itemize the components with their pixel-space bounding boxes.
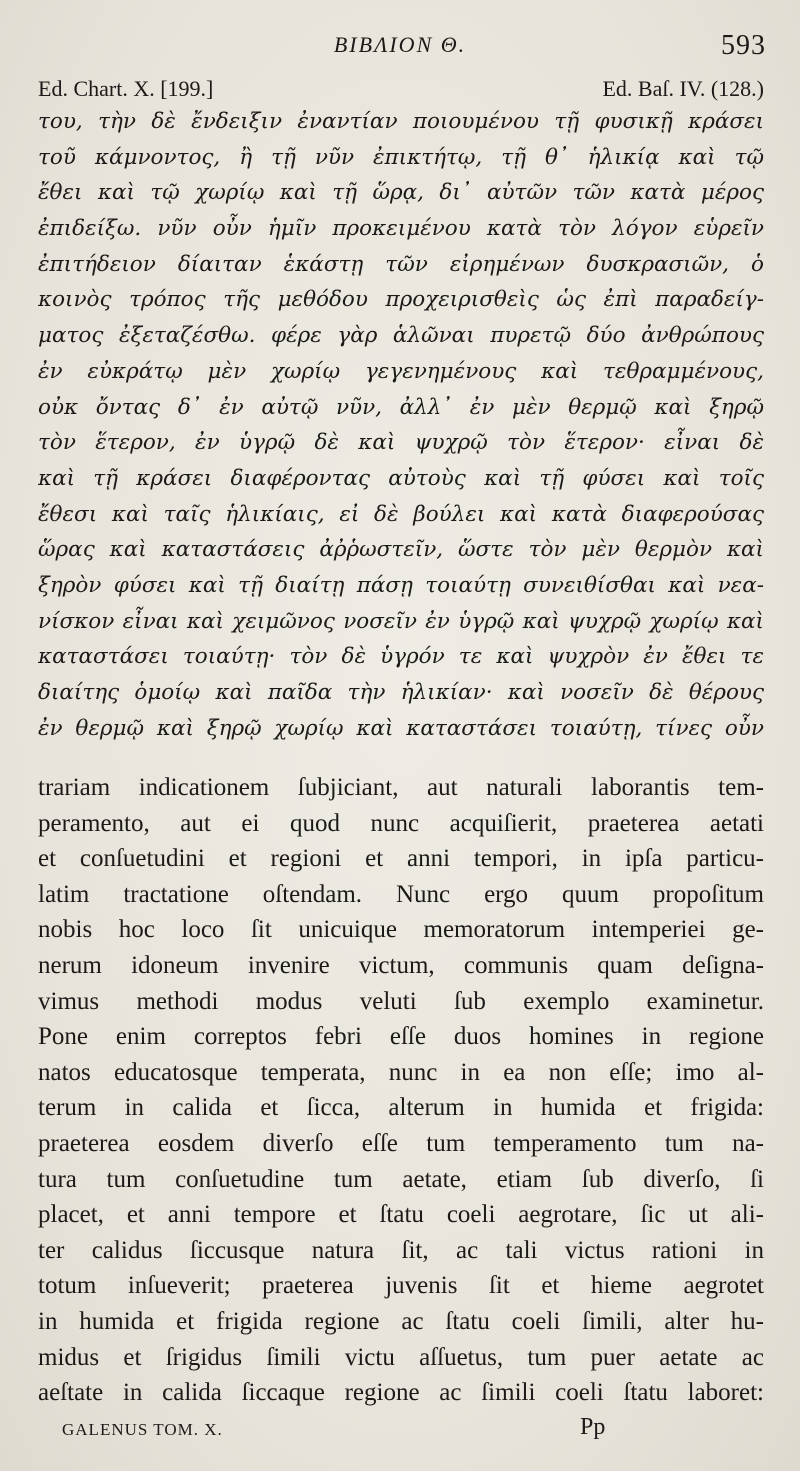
greek-line: ματος ἐξεταζέσθω. φέρε γὰρ ἁλῶναι πυρετῷ δύο ἀνθρώπους [38,323,764,349]
greek-line: του, τὴν δὲ ἔνδειξιν ἐναντίαν ποιουμένου τῇ φυσικῇ κράσει [38,109,764,134]
greek-line: καταστάσει τοιαύτῃ· τὸν δὲ ὑγρόν τε καὶ ψυχρὸν ἐν ἔθει τε [38,644,764,670]
latin-line: ter calidus ſiccusque natura ſit, ac tali victus rationi in [38,1236,764,1264]
greek-line: ἐπιτήδειον δίαιταν ἑκάστῃ τῶν εἰρημένων δυσκρασιῶν, ὁ [38,251,764,277]
latin-text-block [38,770,764,1411]
greek-line: διαίτης ὁμοίῳ καὶ παῖδα τὴν ἡλικίαν· καὶ νοσεῖν δὲ θέρους [38,680,764,705]
greek-line: ἔθει καὶ τῷ χωρίῳ καὶ τῇ ὥρᾳ, δι᾽ αὐτῶν τῶν κατὰ μέρος [38,180,764,206]
latin-line: tura tum conſuetudine tum aetate, etiam ſub diverſo, ſi [38,1165,764,1193]
latin-line: nobis hoc loco ſit unicuique memoratorum intemperiei ge- [38,916,764,944]
greek-line: τοῦ κάμνοντος, ἢ τῇ νῦν ἐπικτήτῳ, τῇ θ᾽ ἡλικίᾳ καὶ τῷ [38,144,764,170]
greek-line: ἐπιδείξω. νῦν οὖν ἡμῖν προκειμένου κατὰ τὸν λόγον εὑρεῖν [38,216,764,242]
greek-line: ὥρας καὶ καταστάσεις ἀῤῥωστεῖν, ὥστε τὸν μὲν θερμὸν καὶ [38,537,764,563]
greek-line: καὶ τῇ κράσει διαφέροντας αὐτοὺς καὶ τῇ φύσει καὶ τοῖς [38,465,764,491]
latin-line: latim tractatione oſtendam. Nunc ergo quum propoſitum [38,880,764,908]
latin-line: totum inſueverit; praeterea juvenis ſit et hieme aegrotet [38,1272,764,1300]
latin-line: vimus methodi modus veluti ſub exemplo examinetur. [38,987,764,1015]
latin-line: terum in calida et ſicca, alterum in humida et frigida: [38,1094,764,1122]
latin-line: midus et ſrigidus ſimili victu aſſuetus, tum puer aetate ac [38,1343,764,1371]
latin-line: natos educatosque temperata, nunc in ea non eſſe; imo al- [38,1058,764,1086]
greek-line: ξηρὸν φύσει καὶ τῇ διαίτῃ πάσῃ τοιαύτῃ συνειθίσθαι καὶ νεα- [38,572,764,598]
greek-line: οὐκ ὄντας δ᾽ ἐν αὐτῷ νῦν, ἀλλ᾽ ἐν μὲν θερμῷ καὶ ξηρῷ [38,394,764,420]
greek-text-block [38,104,764,746]
latin-line: nerum idoneum invenire victum, communis quam deſigna- [38,951,764,979]
volume-footer: GALENUS TOM. X. [62,1420,223,1439]
latin-line: trariam indicationem ſubjiciant, aut naturali laborantis tem- [38,774,764,801]
running-head [0,30,800,64]
page-footer [62,1414,762,1448]
latin-line: Pone enim correptos febri eſſe duos homines in regione [38,1023,764,1051]
edition-reference-line [38,76,764,104]
latin-line: praeterea eosdem diverſo eſſe tum temperamento tum na- [38,1129,764,1157]
greek-line: ἐν εὐκράτῳ μὲν χωρίῳ γεγενημένους καὶ τεθραμμένους, [38,358,764,384]
edition-basel: Ed. Baſ. IV. (128.) [602,76,764,101]
page-title: ΒΙΒΛΙΟΝ Θ. [333,32,467,57]
greek-line: κοινὸς τρόπος τῆς μεθόδου προχειρισθεὶς ὡς ἐπὶ παραδείγ- [38,287,764,313]
latin-line: placet, et anni tempore et ſtatu coeli aegrotare, ſic ut ali- [38,1201,764,1229]
greek-line: νίσκον εἶναι καὶ χειμῶνος νοσεῖν ἐν ὑγρῷ καὶ ψυχρῷ χωρίῳ καὶ [38,608,764,634]
latin-line: et conſuetudini et regioni et anni tempori, in ipſa particu- [38,845,764,873]
signature-mark: Pp [580,1414,606,1440]
greek-line: ἔθεσι καὶ ταῖς ἡλικίαις, εἰ δὲ βούλει καὶ κατὰ διαφερούσας [38,501,764,527]
greek-line: ἐν θερμῷ καὶ ξηρῷ χωρίῳ καὶ καταστάσει τοιαύτῃ, τίνες οὖν [38,715,764,741]
page-number: 593 [721,30,766,61]
latin-line: peramento, aut ei quod nunc acquiſierit, praeterea aetati [38,809,764,837]
latin-line: aeſtate in calida ſiccaque regione ac ſimili coeli ſtatu laboret: [38,1379,764,1407]
edition-chartier: Ed. Chart. X. [199.] [38,76,214,101]
greek-line: τὸν ἕτερον, ἐν ὑγρῷ δὲ καὶ ψυχρῷ τὸν ἕτερον· εἶναι δὲ [38,430,764,456]
latin-line: in humida et frigida regione ac ſtatu coeli ſimili, alter hu- [38,1307,764,1335]
